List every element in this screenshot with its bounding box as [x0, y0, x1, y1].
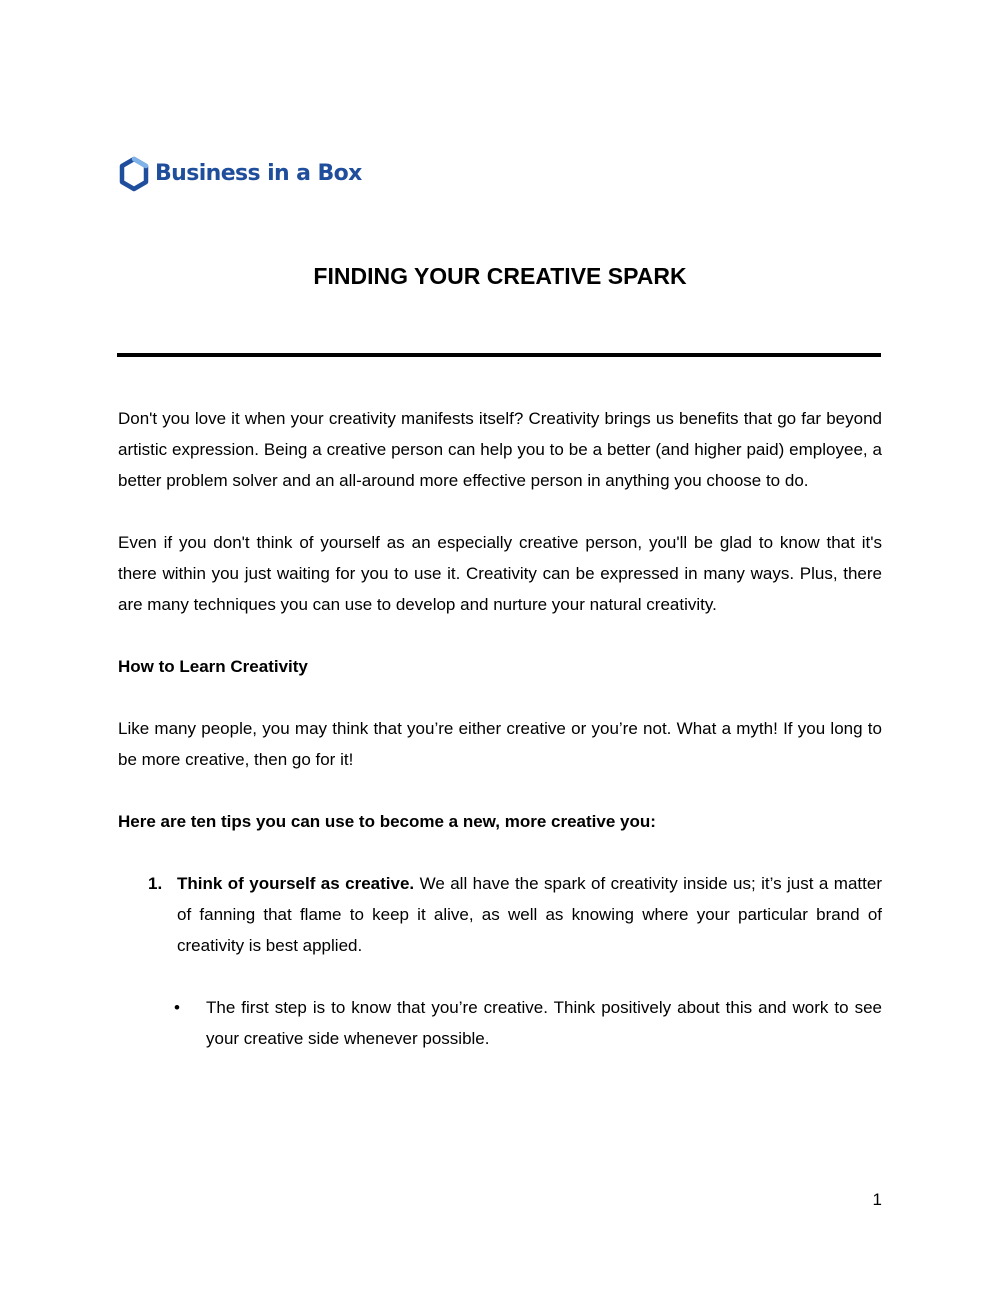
tip-bullet-text: The first step is to know that you’re creative. Think positively about this and work to see your creative side whenever possible. [206, 998, 882, 1048]
hexagon-logo-icon [119, 156, 149, 192]
page-number: 1 [872, 1190, 882, 1209]
section-paragraph: Like many people, you may think that you’re either creative or you’re not. What a myth! If you long to be more creative, then go for it! [118, 719, 882, 769]
title-divider [117, 353, 881, 357]
tip-number: 1. [148, 874, 163, 893]
section-heading: How to Learn Creativity [118, 657, 308, 676]
tip-bullet-item [174, 992, 882, 1054]
tip-title: Think of yourself as creative. [177, 874, 415, 893]
intro-paragraph: Don't you love it when your creativity manifests itself? Creativity brings us benefits that go far beyond artistic expression. Being a creative person can help you to be a better (and higher paid) employee, a better problem solver and an all-around more effective person in anything you choose to do. [118, 409, 882, 490]
tips-list [118, 868, 882, 961]
tips-intro: Here are ten tips you can use to become a new, more creative you: [118, 812, 656, 831]
brand-name: Business in a Box [155, 161, 362, 186]
bullet-icon: • [174, 998, 180, 1017]
tip-item [148, 868, 882, 961]
tip-bullet-list [118, 992, 882, 1054]
document-body [118, 403, 882, 1054]
tip-text: We all have the spark of creativity inside us; it’s just a matter of fanning that flame to keep it alive, as well as knowing where your particular brand of creativity is best applied. [177, 874, 882, 955]
body-paragraph: Even if you don't think of yourself as an especially creative person, you'll be glad to know that it's there within you just waiting for you to use it. Creativity can be expressed in many ways. Plus, there are many techniques you can use to develop and nurture your natural creativity. [118, 533, 882, 614]
brand-logo [119, 156, 362, 192]
document-title: FINDING YOUR CREATIVE SPARK [313, 263, 687, 289]
